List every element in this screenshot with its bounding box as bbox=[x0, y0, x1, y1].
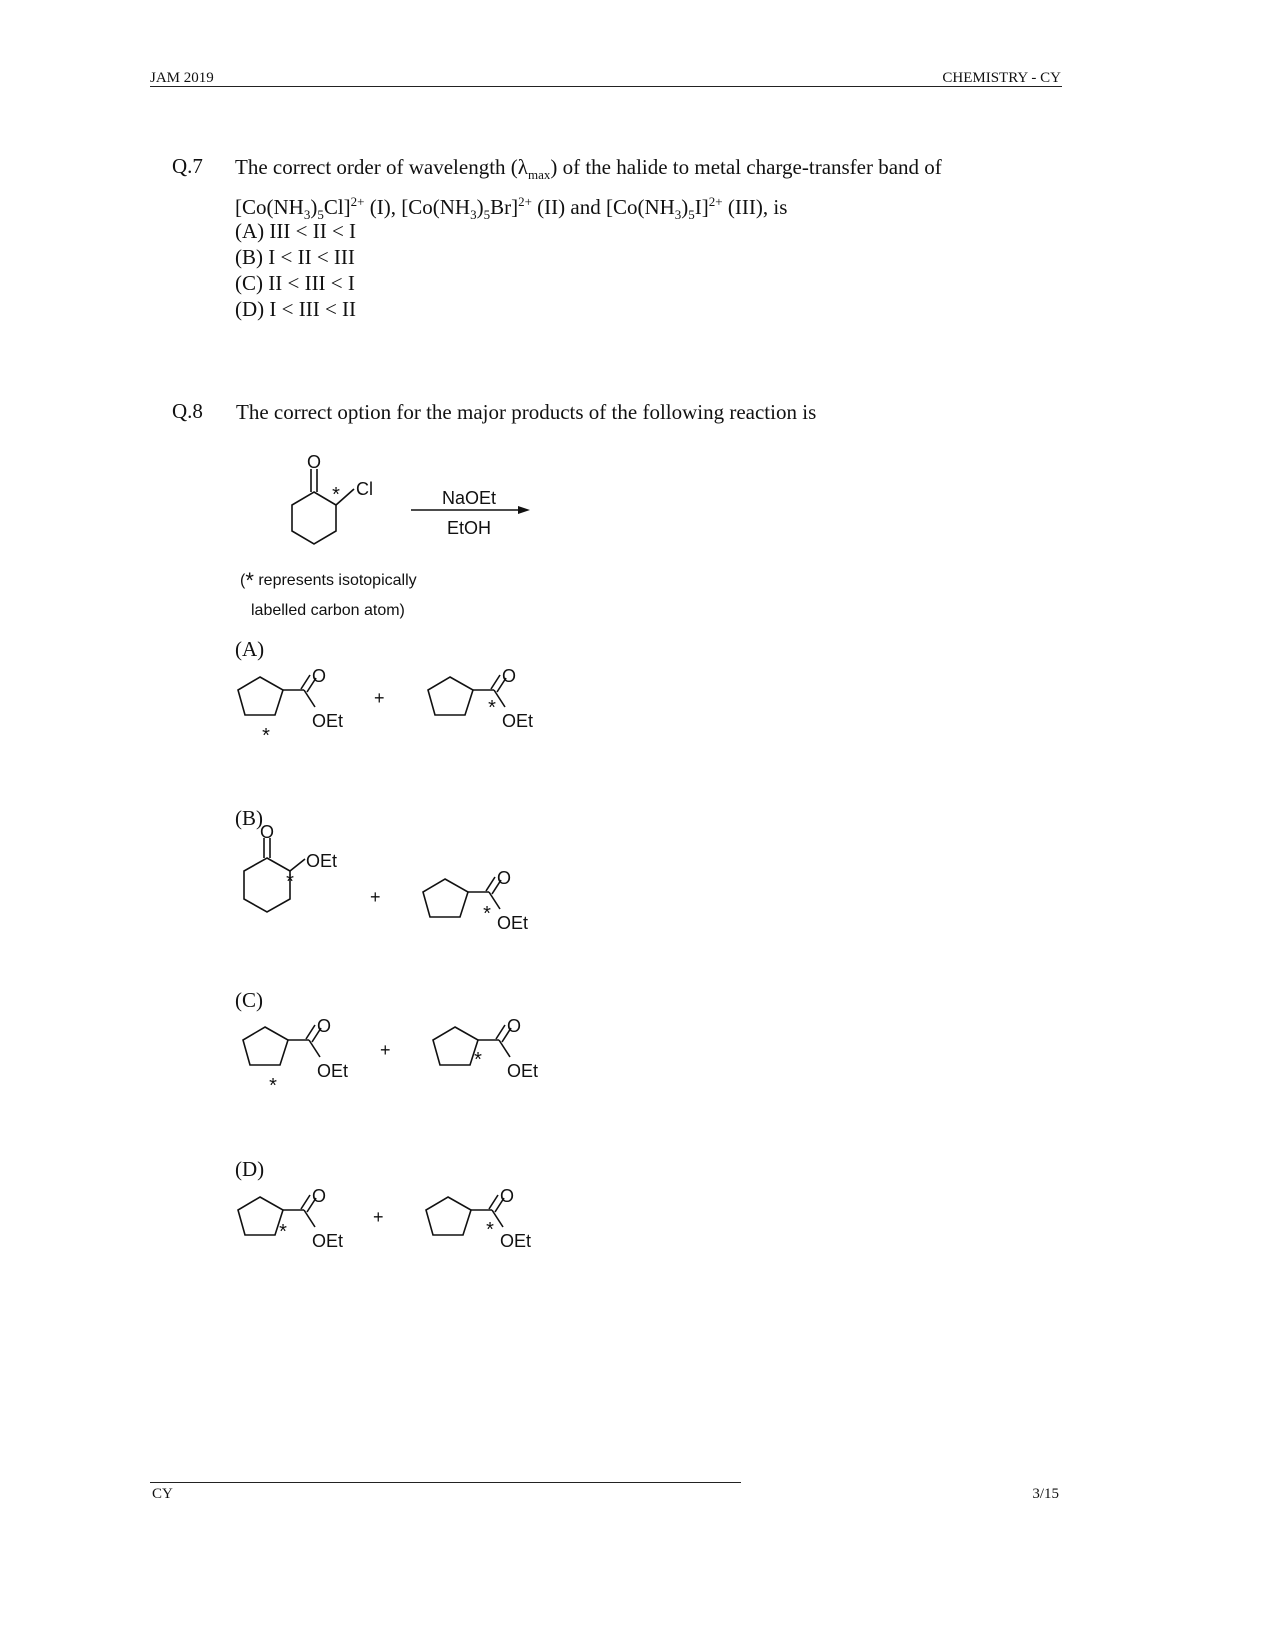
isotope-note-line2: labelled carbon atom) bbox=[251, 602, 405, 619]
cyclohexane-ring bbox=[244, 858, 290, 912]
q8-option-b-label: (B) bbox=[235, 806, 263, 830]
cyclopentane-ring bbox=[423, 879, 468, 917]
reactant-star: * bbox=[332, 484, 340, 506]
q7-option-a: (A) III < II < I bbox=[235, 219, 357, 243]
bond-co-1 bbox=[301, 675, 310, 689]
c3c: ) bbox=[681, 195, 689, 220]
b1-oet: OEt bbox=[306, 851, 338, 871]
option-a-plus: + bbox=[374, 688, 385, 708]
q7-option-c: (C) II < III < I bbox=[235, 271, 355, 295]
header-rule bbox=[150, 86, 1062, 87]
c1b: 3 bbox=[303, 207, 311, 223]
option-a-product-2 bbox=[420, 660, 550, 745]
header-right: CHEMISTRY - CY bbox=[942, 70, 1061, 86]
option-c-product-1 bbox=[235, 1010, 365, 1095]
option-a-product-1 bbox=[230, 660, 360, 745]
cyclopentane-ring bbox=[238, 1197, 283, 1235]
option-d-product-2 bbox=[418, 1180, 548, 1265]
d1-oxygen: O bbox=[311, 1186, 327, 1206]
q7-option-b: (B) I < II < III bbox=[235, 245, 355, 269]
c3a: [Co(NH bbox=[605, 195, 675, 220]
reactant-chlorocyclohexanone bbox=[270, 445, 390, 555]
bond-co-1 bbox=[486, 877, 495, 891]
cyclopentane-ring bbox=[433, 1027, 478, 1065]
isotope-note-line1 bbox=[240, 563, 417, 596]
d2-star: * bbox=[486, 1219, 494, 1241]
l1: (I), bbox=[364, 195, 402, 220]
bond-co-1 bbox=[301, 1195, 310, 1209]
cyclopentane-ring bbox=[243, 1027, 288, 1065]
reaction-arrow bbox=[408, 480, 538, 545]
bond-co-1 bbox=[489, 1195, 498, 1209]
c2d: 5 bbox=[483, 207, 491, 223]
a1-oxygen: O bbox=[311, 666, 327, 686]
bond-co-1 bbox=[306, 1025, 315, 1039]
q7-line1 bbox=[235, 154, 942, 188]
c2a: [Co(NH bbox=[401, 195, 471, 220]
reagent-naoet: NaOEt bbox=[441, 488, 497, 508]
l2: (II) and bbox=[531, 195, 606, 220]
option-c-plus: + bbox=[380, 1040, 391, 1060]
c3e: I] bbox=[694, 195, 709, 220]
c1-oxygen: O bbox=[316, 1016, 332, 1036]
q7-number: Q.7 bbox=[172, 154, 203, 178]
c1sup: 2+ bbox=[350, 194, 365, 210]
option-b-product-2 bbox=[415, 862, 545, 947]
bond-co-1 bbox=[491, 675, 500, 689]
option-b-product-1 bbox=[230, 822, 360, 930]
a1-star: * bbox=[262, 725, 270, 747]
footer-left: CY bbox=[152, 1486, 173, 1502]
bond-c-oet bbox=[309, 1040, 320, 1057]
c2c: ) bbox=[476, 195, 484, 220]
note-text-1: represents isotopically bbox=[258, 572, 417, 589]
d1-star: * bbox=[279, 1221, 287, 1243]
b1-oxygen: O bbox=[259, 822, 275, 842]
c2-oxygen: O bbox=[506, 1016, 522, 1036]
d2-oxygen: O bbox=[499, 1186, 515, 1206]
a2-star: * bbox=[488, 697, 496, 719]
c3d: 5 bbox=[688, 207, 695, 223]
b2-oxygen: O bbox=[496, 868, 512, 888]
footer-page-number: 3/15 bbox=[1032, 1486, 1059, 1502]
bond-co-1 bbox=[496, 1025, 505, 1039]
arrowhead bbox=[518, 506, 530, 514]
l3: (III), is bbox=[722, 195, 788, 220]
b2-oet: OEt bbox=[497, 913, 529, 933]
bond-c-oet bbox=[499, 1040, 510, 1057]
q7-lambda-sub: max bbox=[527, 167, 551, 183]
q8-option-c-label: (C) bbox=[235, 988, 263, 1012]
q7-options bbox=[235, 218, 356, 322]
q8-option-a-label: (A) bbox=[235, 637, 265, 661]
isotope-note bbox=[240, 563, 417, 626]
option-d-product-1 bbox=[230, 1180, 360, 1265]
bond-c-oet bbox=[290, 859, 305, 871]
a1-oet: OEt bbox=[312, 711, 344, 731]
note-star: * bbox=[245, 568, 254, 593]
c3b: 3 bbox=[674, 207, 682, 223]
b1-star: * bbox=[286, 871, 294, 893]
cyclopentane-ring bbox=[426, 1197, 471, 1235]
c1a: [Co(NH bbox=[235, 195, 304, 220]
q8-number: Q.8 bbox=[172, 399, 203, 423]
q7-line1-pre: The correct order of wavelength (λ bbox=[235, 155, 528, 179]
bond-c-oet bbox=[304, 1210, 315, 1227]
option-d-plus: + bbox=[373, 1207, 384, 1227]
q8-option-d-label: (D) bbox=[235, 1157, 265, 1181]
c1d: 5 bbox=[317, 207, 324, 223]
c2sup: 2+ bbox=[518, 194, 532, 210]
option-c-product-2 bbox=[425, 1010, 555, 1095]
reactant-oxygen: O bbox=[306, 452, 322, 472]
c1e: Cl] bbox=[323, 195, 351, 220]
bond-c-oet bbox=[304, 690, 315, 707]
d1-oet: OEt bbox=[312, 1231, 344, 1251]
note-paren: ( bbox=[240, 572, 246, 589]
c2-oet: OEt bbox=[507, 1061, 539, 1081]
q7-option-d: (D) I < III < II bbox=[235, 297, 357, 321]
c1-star: * bbox=[269, 1075, 277, 1097]
a2-oet: OEt bbox=[502, 711, 534, 731]
c1c: ) bbox=[310, 195, 318, 220]
c2e: Br] bbox=[490, 195, 519, 220]
cyclohexane-ring bbox=[292, 492, 336, 544]
c2b: 3 bbox=[470, 207, 477, 223]
c3sup: 2+ bbox=[708, 194, 723, 210]
reagent-etoh: EtOH bbox=[446, 518, 492, 538]
q7-line1-post: ) of the halide to metal charge-transfer band of bbox=[550, 155, 942, 179]
cyclopentane-ring bbox=[238, 677, 283, 715]
a2-oxygen: O bbox=[501, 666, 517, 686]
option-b-plus: + bbox=[370, 887, 381, 907]
footer-rule bbox=[150, 1482, 741, 1483]
header-left: JAM 2019 bbox=[150, 70, 214, 86]
reactant-chlorine: Cl bbox=[356, 479, 373, 499]
b2-star: * bbox=[483, 903, 491, 925]
d2-oet: OEt bbox=[500, 1231, 532, 1251]
cyclopentane-ring bbox=[428, 677, 473, 715]
c1-oet: OEt bbox=[317, 1061, 349, 1081]
q8-text: The correct option for the major products of the following reaction is bbox=[236, 400, 817, 424]
c2-star: * bbox=[474, 1049, 482, 1071]
